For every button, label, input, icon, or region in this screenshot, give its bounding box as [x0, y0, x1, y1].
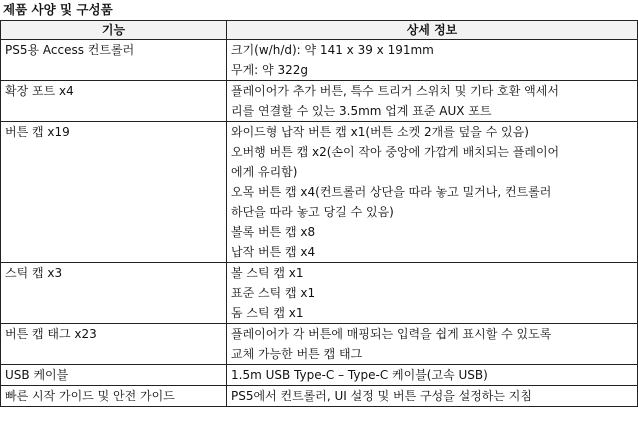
detail-line: 1.5m USB Type-C – Type-C 케이블(고속 USB) — [231, 368, 488, 382]
feature-cell: 버튼 캡 태그 x23 — [1, 324, 227, 365]
table-row — [1, 122, 638, 263]
detail-line: 납작 버튼 캡 x4 — [231, 245, 316, 259]
detail-cell — [227, 324, 638, 365]
feature-cell: 빠른 시작 가이드 및 안전 가이드 — [1, 386, 227, 407]
detail-line: 와이드형 납작 버튼 캡 x1(버튼 소켓 2개를 덮을 수 있음) — [231, 125, 529, 139]
detail-line: 하단을 따라 놓고 당길 수 있음) — [231, 205, 394, 219]
detail-line: PS5에서 컨트롤러, UI 설정 및 버튼 구성을 설정하는 지침 — [231, 389, 532, 403]
detail-cell — [227, 386, 638, 407]
detail-cell — [227, 40, 638, 81]
table-row — [1, 81, 638, 122]
detail-cell — [227, 81, 638, 122]
detail-line: 표준 스틱 캡 x1 — [231, 286, 316, 300]
feature-cell: 확장 포트 x4 — [1, 81, 227, 122]
detail-cell — [227, 365, 638, 386]
detail-cell — [227, 122, 638, 263]
feature-cell: 스틱 캡 x3 — [1, 263, 227, 324]
header-feature: 기능 — [1, 21, 227, 40]
detail-line: 에게 유리함) — [231, 165, 298, 179]
table-row — [1, 40, 638, 81]
table-header-row — [1, 21, 638, 40]
detail-line: 플레이어가 각 버튼에 매핑되는 입력을 쉽게 표시할 수 있도록 — [231, 327, 552, 341]
spec-table — [0, 20, 638, 407]
detail-line: 볼록 버튼 캡 x8 — [231, 225, 316, 239]
table-row — [1, 365, 638, 386]
table-row — [1, 386, 638, 407]
detail-line: 크기(w/h/d): 약 141 x 39 x 191mm — [231, 43, 434, 57]
table-row — [1, 263, 638, 324]
detail-line: 플레이어가 추가 버튼, 특수 트리거 스위치 및 기타 호환 액세서 — [231, 84, 559, 98]
detail-line: 무게: 약 322g — [231, 63, 308, 77]
feature-cell: PS5용 Access 컨트롤러 — [1, 40, 227, 81]
feature-cell: USB 케이블 — [1, 365, 227, 386]
detail-line: 오버행 버튼 캡 x2(손이 작아 중앙에 가깝게 배치되는 플레이어 — [231, 145, 560, 159]
header-detail: 상세 정보 — [227, 21, 638, 40]
page-title: 제품 사양 및 구성품 — [3, 2, 113, 17]
detail-line: 볼 스틱 캡 x1 — [231, 266, 304, 280]
detail-line: 리를 연결할 수 있는 3.5mm 업계 표준 AUX 포트 — [231, 104, 492, 118]
detail-line: 교체 가능한 버튼 캡 태그 — [231, 347, 363, 361]
table-row — [1, 324, 638, 365]
detail-line: 돔 스틱 캡 x1 — [231, 306, 304, 320]
detail-line: 오목 버튼 캡 x4(컨트롤러 상단을 따라 놓고 밀거나, 컨트롤러 — [231, 185, 552, 199]
detail-cell — [227, 263, 638, 324]
feature-cell: 버튼 캡 x19 — [1, 122, 227, 263]
